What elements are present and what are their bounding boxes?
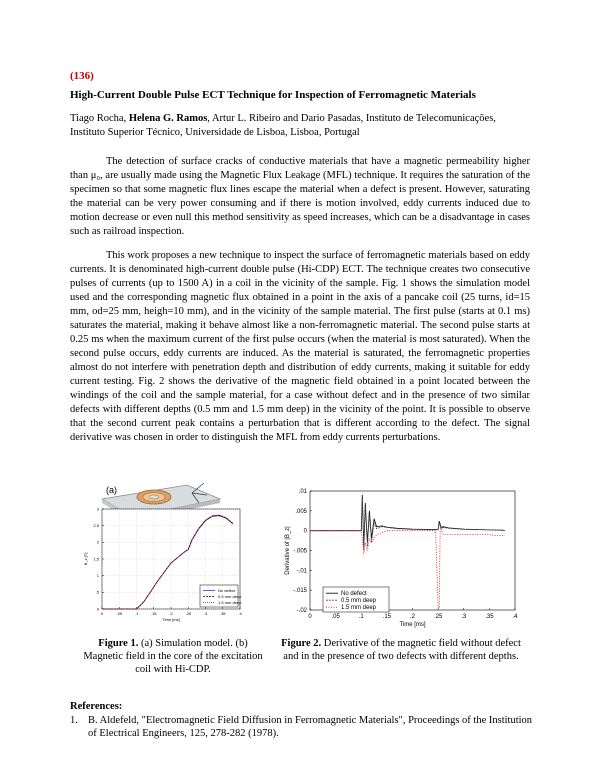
abstract-number: (136) — [70, 70, 94, 82]
x-tick-label: .35 — [485, 614, 494, 620]
x-tick-label: .05 — [331, 614, 340, 620]
y-tick-label: -.02 — [296, 608, 307, 614]
coil-core — [149, 495, 159, 499]
authors-prefix: Tiago Rocha, — [70, 113, 129, 124]
y-tick-label: 1.5 — [93, 556, 99, 562]
y-tick-label: 1 — [96, 573, 99, 578]
x-tick-label: .35 — [219, 611, 226, 616]
y-axis-label: B_z [T] — [83, 552, 88, 566]
y-tick-label: -.015 — [293, 588, 307, 595]
y-tick-label: -.005 — [293, 548, 307, 555]
panel-a-label: (a) — [106, 485, 117, 495]
figure1-caption-text: (a) Simulation model. (b) Magnetic field in the core of the excitation coil with Hi-CDP. — [83, 638, 263, 675]
legend-label: 0.5 mm deep — [218, 593, 242, 599]
figure2-label: Figure 2. — [281, 638, 322, 649]
legend-label: 1.5 mm deep — [341, 605, 377, 612]
y-tick-label: .5 — [95, 589, 99, 595]
legend-label: 1.5 mm deep — [218, 599, 242, 605]
x-tick-label: .2 — [169, 611, 173, 616]
y-axis-label: Derivative of |B_z| — [285, 526, 291, 575]
x-tick-label: .4 — [512, 614, 518, 620]
figure1-chart — [80, 505, 245, 633]
y-tick-label: .01 — [298, 489, 307, 495]
x-tick-label: .15 — [382, 614, 392, 620]
x-tick-label: .05 — [116, 611, 123, 616]
legend-label: 0.5 mm deep — [341, 598, 377, 605]
x-tick-label: .25 — [185, 611, 192, 616]
x-tick-label: .1 — [358, 614, 364, 620]
figure1-caption — [83, 637, 263, 676]
legend-label: No defect — [218, 587, 236, 593]
references-heading: References: — [70, 701, 123, 712]
authors — [70, 112, 530, 140]
x-tick-label: .15 — [150, 611, 157, 616]
x-tick-label: .25 — [433, 614, 443, 620]
legend-label: No defect — [341, 591, 367, 598]
figure2-caption-text: Derivative of the magnetic field without defect and in the presence of two defects with different depths. — [283, 638, 521, 662]
figure2-caption — [276, 637, 526, 663]
paragraph-1: The detection of surface cracks of conductive materials that have a magnetic permeability higher than μ₀, are usually made using the Magnetic Flux Leakage (MFL) technique. It requires the saturation of the specimen so that some magnetic flux lines escape the material when a defect is present. However, saturating the material can be very power consuming and if there is motion involved, eddy currents induced due to motion decrease or even null this method sensitivity as speed increases, which can be a disadvantage in cases such as railroad inspection. — [70, 156, 530, 237]
x-tick-label: .4 — [238, 611, 242, 616]
x-axis-label: Time [ms] — [162, 617, 180, 622]
x-tick-label: .1 — [134, 611, 139, 616]
paragraph-2: This work proposes a new technique to inspect the surface of ferromagnetic materials based on eddy currents. It is denominated high-current double pulse (Hi-CDP) ECT. The technique creates two consecutive pulses of currents (up to 1500 A) in a coil in the vicinity of the sample. Fig. 1 shows the simulation model used and the corresponding magnetic flux obtained in a point in the axis of a pancake coil (25 turns, id=15 mm, od=25 mm, heigh=10 mm), and in the vicinity of the sample material. The first pulse (starts at 0.1 ms) saturates the material, making it behave almost like a non-ferromagnetic material. The second pulse starts at 0.25 ms when the maximum current of the first pulse occurs (when the material is most saturated). When the second pulse occurs, eddy currents are induced. As the material is saturated, the ferromagnetic properties almost do not interfere with penetration depth and distribution of eddy currents, making it suitable for eddy current testing. Fig. 2 shows the derivative of the magnetic field obtained in a point located between the windings of the coil and the sample material, for a case without defect and in the presence of two similar defects with different depths (0.5 mm and 1.5 mm deep) in the vicinity of the point. It is possible to observe that the second current peak contains a perturbation that is different according to the defect. The signal derivative was chosen in order to distinguish the MFL from eddy currents perturbations. — [70, 250, 530, 443]
reference-number: 1. — [70, 715, 78, 726]
x-tick-label: .3 — [203, 611, 208, 616]
x-tick-label: 0 — [308, 614, 312, 620]
y-tick-label: 3 — [96, 506, 99, 512]
x-tick-label: .2 — [409, 614, 416, 620]
y-tick-label: 0 — [303, 528, 307, 535]
presenting-author: Helena G. Ramos — [128, 113, 208, 124]
y-tick-label: .005 — [295, 508, 307, 515]
y-tick-label: 0 — [96, 606, 99, 612]
reference-text: B. Aldefeld, "Electromagnetic Field Diffusion in Ferromagnetic Materials", Proceedings of the Institution of Electrical Engineers, 125, 278-282 (1978). — [88, 715, 533, 739]
figure1-label: Figure 1. — [98, 638, 139, 649]
x-tick-label: .3 — [461, 614, 467, 620]
figure2-chart — [275, 483, 525, 633]
y-tick-label: -.01 — [296, 568, 307, 575]
y-tick-label: 2 — [96, 539, 99, 545]
x-tick-label: 0 — [100, 611, 104, 616]
reference-item — [70, 714, 540, 740]
paper-title: High-Current Double Pulse ECT Technique for Inspection of Ferromagnetic Materials — [70, 89, 476, 101]
authors-affiliation: , Artur L. Ribeiro and Dario Pasadas, Instituto de Telecomunicações, Instituto Superior Técnico, Universidade de Lisboa, Lisboa, Portugal — [70, 113, 496, 138]
x-axis-label: Time [ms] — [399, 622, 426, 628]
y-tick-label: 2.5 — [93, 523, 99, 528]
